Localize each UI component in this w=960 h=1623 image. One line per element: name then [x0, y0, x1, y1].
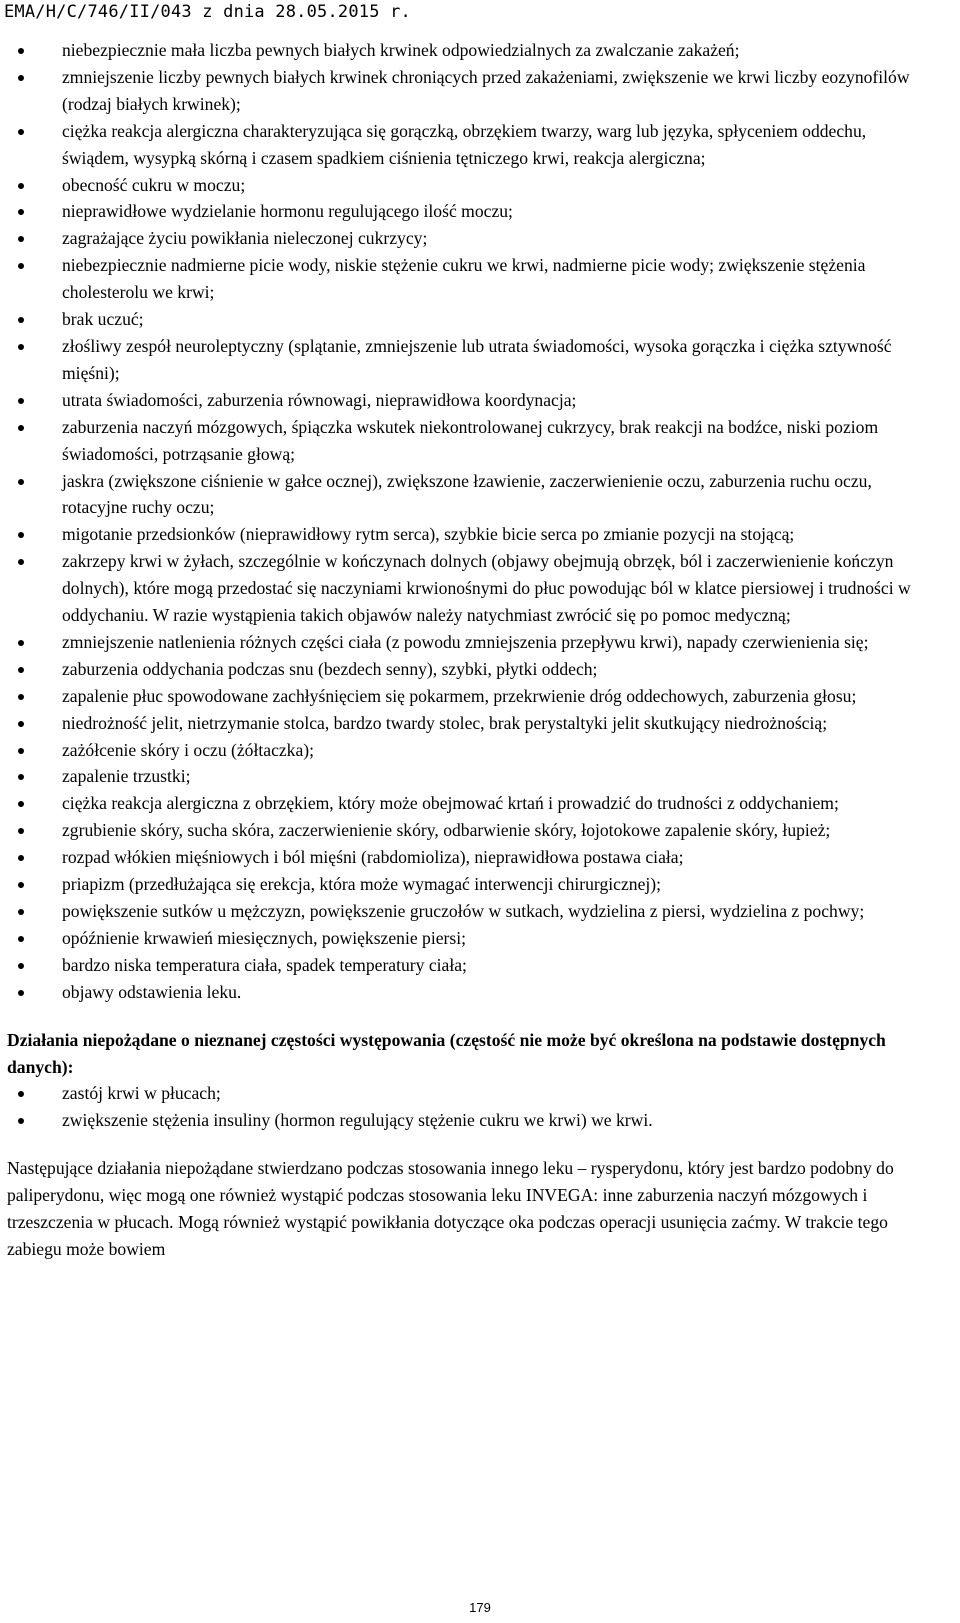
list-item: [7, 225, 932, 252]
bullet-icon: [18, 855, 24, 861]
bullet-icon: [18, 909, 24, 915]
list-item: [7, 37, 932, 64]
bullet-icon: [18, 721, 24, 727]
list-item-text: powiększenie sutków u mężczyzn, powiększenie gruczołów w sutkach, wydzielina z piersi, wydzielina z pochwy;: [62, 901, 865, 921]
bullet-icon: [18, 317, 24, 323]
list-item-text: ciężka reakcja alergiczna charakteryzująca się gorączką, obrzękiem twarzy, warg lub języka, spłyceniem oddechu, świądem, wysypką skórną i czasem spadkiem ciśnienia tętniczego krwi, reakcja alergiczna;: [62, 120, 867, 168]
bullet-icon: [18, 48, 24, 54]
list-item: [7, 548, 932, 629]
list-item: [7, 710, 932, 737]
document-reference-header: EMA/H/C/746/II/043 z dnia 28.05.2015 r.: [4, 2, 411, 22]
list-item-text: złośliwy zespół neuroleptyczny (splątanie, zmniejszenie lub utrata świadomości, wysoka gorączka i ciężka sztywność mięśni);: [62, 335, 892, 383]
list-item-text: nieprawidłowe wydzielanie hormonu regulującego ilość moczu;: [62, 201, 513, 222]
list-item-text: zwiększenie stężenia insuliny (hormon regulujący stężenie cukru we krwi) we krwi.: [62, 1110, 653, 1131]
list-item-text: migotanie przedsionków (nieprawidłowy rytm serca), szybkie bicie serca po zmianie pozycji na stojącą;: [62, 524, 795, 545]
list-item: [7, 414, 932, 468]
bullet-icon: [18, 801, 24, 807]
risperidone-note-paragraph: Następujące działania niepożądane stwierdzano podczas stosowania innego leku – rysperydonu, który jest bardzo podobny do paliperydonu, więc mogą one również wystąpić podczas stosowania leku INVEGA: inne zaburzenia naczyń mózgowych i trzeszczenia w płucach. Mogą również wystąpić powikłania dotyczące oka podczas operacji usunięcia zaćmy. W trakcie tego zabiegu może bowiem: [7, 1158, 894, 1259]
bullet-icon: [18, 75, 24, 81]
bullet-icon: [18, 398, 24, 404]
list-item-text: ciężka reakcja alergiczna z obrzękiem, który może obejmować krtań i prowadzić do trudności z oddychaniem;: [62, 793, 839, 814]
list-item: [7, 683, 932, 710]
list-item-text: zażółcenie skóry i oczu (żółtaczka);: [62, 739, 315, 760]
bullet-icon: [18, 667, 24, 673]
section-heading-unknown-frequency: Działania niepożądane o nieznanej częstości występowania (częstość nie może być określona na podstawie dostępnych danych):: [7, 1029, 886, 1077]
document-body: [7, 37, 932, 1263]
list-item-text: objawy odstawienia leku.: [62, 981, 242, 1002]
bullet-icon: [18, 209, 24, 215]
bullet-icon: [18, 748, 24, 754]
list-item-text: bardzo niska temperatura ciała, spadek temperatury ciała;: [62, 954, 467, 975]
bullet-icon: [18, 559, 24, 565]
list-item: [7, 763, 932, 790]
list-item: [7, 952, 932, 979]
page-number: 179: [469, 1600, 491, 1615]
list-item-text: zmniejszenie natlenienia różnych części ciała (z powodu zmniejszenia przepływu krwi), napady czerwienienia się;: [62, 631, 869, 652]
bullet-icon: [18, 129, 24, 135]
list-item: [7, 468, 932, 522]
bullet-icon: [18, 828, 24, 834]
list-item: [7, 737, 932, 764]
bullet-icon: [18, 479, 24, 485]
list-item-text: jaskra (zwiększone ciśnienie w gałce ocznej), zwiększone łzawienie, zaczerwienienie oczu, zaburzenia ruchu oczu, rotacyjne ruchy oczu;: [62, 470, 872, 518]
list-item: [7, 521, 932, 548]
bullet-icon: [18, 263, 24, 269]
list-item-text: priapizm (przedłużająca się erekcja, która może wymagać interwencji chirurgicznej);: [62, 874, 662, 895]
list-item-text: zastój krwi w płucach;: [62, 1083, 221, 1104]
list-item: [7, 817, 932, 844]
list-item-text: zapalenie trzustki;: [62, 766, 191, 787]
list-item: [7, 118, 932, 172]
list-item-text: niedrożność jelit, nietrzymanie stolca, bardzo twardy stolec, brak perystaltyki jelit skutkujący niedrożnością;: [62, 712, 828, 733]
list-item: [7, 387, 932, 414]
list-item-text: zaburzenia oddychania podczas snu (bezdech senny), szybki, płytki oddech;: [62, 658, 598, 679]
list-item-text: obecność cukru w moczu;: [62, 174, 246, 195]
bullet-icon: [18, 236, 24, 242]
list-item-text: zapalenie płuc spowodowane zachłyśnięciem się pokarmem, przekrwienie dróg oddechowych, zaburzenia głosu;: [62, 685, 857, 706]
bullet-icon: [18, 532, 24, 538]
list-item: [7, 898, 932, 925]
list-item: [7, 871, 932, 898]
list-item: [7, 844, 932, 871]
list-item-text: zaburzenia naczyń mózgowych, śpiączka wskutek niekontrolowanej cukrzycy, brak reakcji na bodźce, niski poziom świadomości, potrząsanie głową;: [62, 416, 879, 464]
bullet-icon: [18, 774, 24, 780]
list-item: [7, 252, 932, 306]
list-item-text: rozpad włókien mięśniowych i ból mięśni (rabdomioliza), nieprawidłowa postawa ciała;: [62, 847, 684, 868]
list-item: [7, 790, 932, 817]
list-item: [7, 172, 932, 199]
list-item-text: brak uczuć;: [62, 309, 144, 330]
list-item: [7, 629, 932, 656]
list-item: [7, 64, 932, 118]
list-item-text: utrata świadomości, zaburzenia równowagi, nieprawidłowa koordynacja;: [62, 389, 577, 410]
list-item-text: zgrubienie skóry, sucha skóra, zaczerwienienie skóry, odbarwienie skóry, łojotokowe zapalenie skóry, łupież;: [62, 820, 831, 841]
list-item-text: opóźnienie krwawień miesięcznych, powiększenie piersi;: [62, 927, 467, 948]
bullet-icon: [18, 694, 24, 700]
list-item: [7, 925, 932, 952]
bullet-icon: [18, 963, 24, 969]
unknown-frequency-list: [7, 1080, 932, 1134]
bullet-icon: [18, 344, 24, 350]
list-item-text: zmniejszenie liczby pewnych białych krwinek chroniących przed zakażeniami, zwiększenie we krwi liczby eozynofilów (rodzaj białych krwinek);: [62, 66, 910, 114]
list-item: [7, 333, 932, 387]
bullet-icon: [18, 882, 24, 888]
bullet-icon: [18, 936, 24, 942]
bullet-icon: [18, 425, 24, 431]
side-effects-list: [7, 37, 932, 1006]
list-item-text: niebezpiecznie nadmierne picie wody, niskie stężenie cukru we krwi, nadmierne picie wody; zwiększenie stężenia cholesterolu we krwi;: [62, 255, 866, 303]
list-item-text: niebezpiecznie mała liczba pewnych białych krwinek odpowiedzialnych za zwalczanie zakażeń;: [62, 40, 740, 60]
list-item: [7, 306, 932, 333]
list-item-text: zakrzepy krwi w żyłach, szczególnie w kończynach dolnych (objawy obejmują obrzęk, ból i zaczerwienienie kończyn dolnych), które mogą przedostać się naczyniami krwionośnymi do płuc powodując ból w klatce piersiowej i trudności w oddychaniu. W razie wystąpienia takich objawów należy natychmiast zwrócić się po pomoc medyczną;: [62, 551, 911, 626]
list-item-text: zagrażające życiu powikłania nieleczonej cukrzycy;: [62, 228, 428, 249]
list-item: [7, 1107, 932, 1134]
bullet-icon: [18, 990, 24, 996]
bullet-icon: [18, 1091, 24, 1097]
bullet-icon: [18, 1118, 24, 1124]
bullet-icon: [18, 183, 24, 189]
bullet-icon: [18, 640, 24, 646]
list-item: [7, 1080, 932, 1107]
list-item: [7, 656, 932, 683]
list-item: [7, 198, 932, 225]
list-item: [7, 979, 932, 1006]
